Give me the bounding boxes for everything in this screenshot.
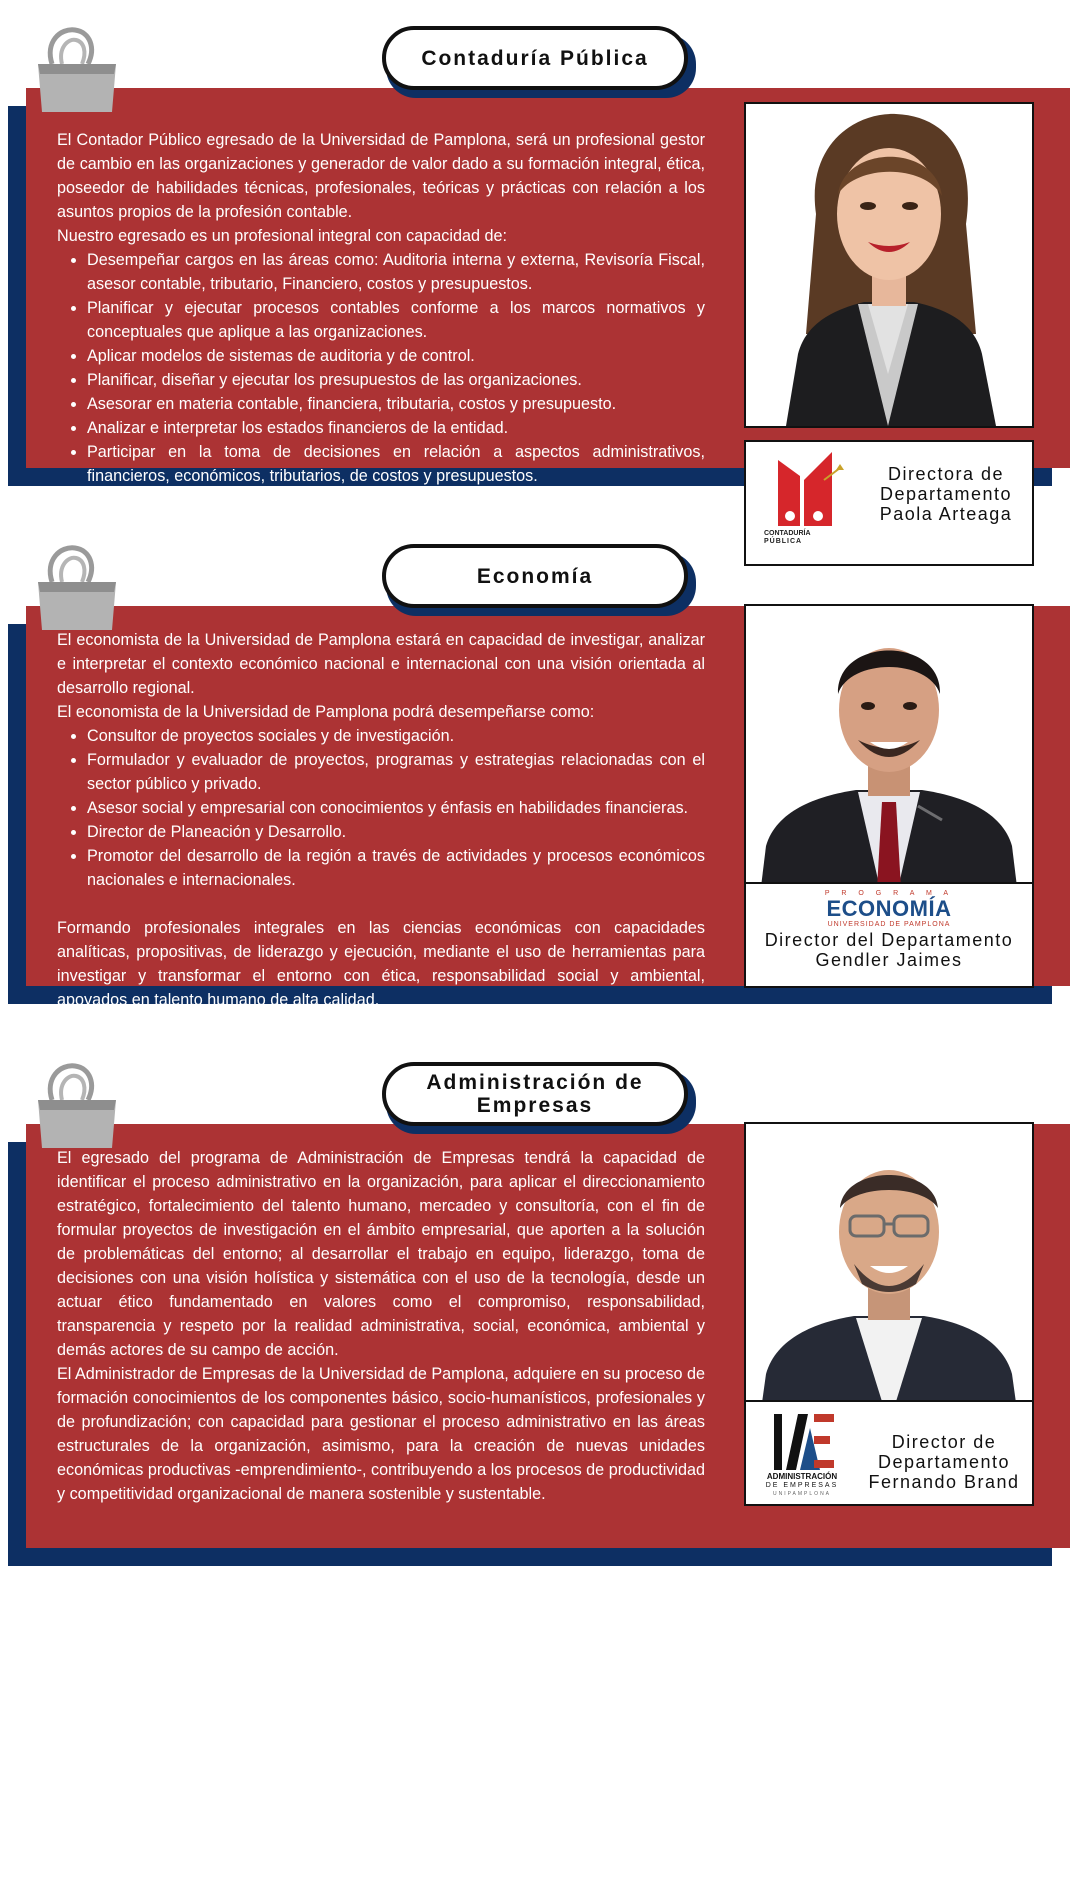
director-photo bbox=[744, 102, 1034, 428]
binder-clip-icon bbox=[30, 1056, 130, 1156]
director-name: Directora de Departamento Paola Arteaga bbox=[879, 464, 1013, 524]
logo-line: PÚBLICA bbox=[764, 538, 803, 545]
section-title: Contaduría Pública bbox=[382, 26, 688, 90]
man-glasses-portrait-icon bbox=[746, 1124, 1032, 1446]
paragraph: El Administrador de Empresas de la Universidad de Pamplona, adquiere en su proceso de formación conocimientos de los componentes básico, socio-humanísticos, profesionales y de profundización; con capacidad para gestionar el proceso administrativo en las áreas estructurales de la organización, asimismo, para la creación de nuevas unidades económicas productivas -emprendimiento-, contribuyendo a los procesos de productividad y competitividad organizacional de manera sostenible y sustentable. bbox=[57, 1365, 705, 1503]
director-card bbox=[744, 1400, 1034, 1506]
list-item: • Formulador y evaluador de proyectos, programas y estrategias relacionadas con el sector público y privado. bbox=[87, 748, 705, 796]
list-item: • Asesor social y empresarial con conocimientos y énfasis en habilidades financieras. bbox=[87, 796, 705, 820]
list-item: • Planificar, diseñar y ejecutar los presupuestos de las organizaciones. bbox=[87, 368, 705, 392]
list-item: • Planificar y ejecutar procesos contables conforme a los marcos normativos y conceptuales que aplique a las organizaciones. bbox=[87, 296, 705, 344]
binder-clip-icon bbox=[30, 538, 130, 638]
section-text bbox=[57, 628, 705, 1012]
bullet-list bbox=[57, 724, 705, 892]
list-item: • Analizar e interpretar los estados financieros de la entidad. bbox=[87, 416, 705, 440]
section-contaduria bbox=[0, 0, 1080, 580]
logo-line: DE EMPRESAS bbox=[765, 1482, 839, 1489]
list-item: • Promotor del desarrollo de la región a través de actividades y procesos económicos nacionales e internacionales. bbox=[87, 844, 705, 892]
list-item: • Consultor de proyectos sociales y de investigación. bbox=[87, 724, 705, 748]
paragraph: El economista de la Universidad de Pamplona podrá desempeñarse como: bbox=[57, 703, 595, 721]
list-item: • Director de Planeación y Desarrollo. bbox=[87, 820, 705, 844]
paragraph: Formando profesionales integrales en las ciencias económicas con capacidades analíticas, propositivas, de liderazgo y ejecución, mediante el uso de herramientas para investigar y transformar el entorno con ética, responsabilidad social y ambiental, apoyados en talento humano de alta calidad. bbox=[57, 919, 705, 1009]
logo-text bbox=[754, 1472, 850, 1499]
paragraph: El Contador Público egresado de la Universidad de Pamplona, será un profesional gestor de cambio en las organizaciones y generador de valor dado a su formación integral, ética, poseedor de habilidades técnicas, profesionales, teóricas y prácticas con relación a los asuntos propios de la profesión contable. bbox=[57, 131, 705, 221]
section-title: Administración de Empresas bbox=[382, 1062, 688, 1126]
list-item: • Participar en la toma de decisiones en relación a aspectos administrativos, financieros, económicos, tributarios, de costos y presupuestos. bbox=[87, 440, 705, 488]
logo-main-text: ECONOMÍA bbox=[826, 896, 952, 921]
logo-sub-text: UNIVERSIDAD DE PAMPLONA bbox=[827, 921, 951, 928]
woman-portrait-icon bbox=[746, 104, 1032, 426]
section-economia bbox=[0, 518, 1080, 1098]
list-item: • Desempeñar cargos en las áreas como: Auditoria interna y externa, Revisoría Fiscal, asesor contable, tributario, Financiero, costos y presupuestos. bbox=[87, 248, 705, 296]
section-administracion bbox=[0, 1036, 1080, 1836]
logo-line: UNIPAMPLONA bbox=[772, 1491, 832, 1497]
man-portrait-icon bbox=[746, 606, 1032, 928]
section-title: Economía bbox=[382, 544, 688, 608]
bullet-list bbox=[57, 248, 705, 536]
director-name: Director de Departamento Fernando Brand bbox=[868, 1432, 1020, 1492]
list-item: • Aplicar modelos de sistemas de auditoria y de control. bbox=[87, 344, 705, 368]
director-card bbox=[744, 882, 1034, 988]
list-item: • Asesorar en materia contable, financiera, tributaria, costos y presupuesto. bbox=[87, 392, 705, 416]
director-name: Director del Departamento Gendler Jaimes bbox=[764, 930, 1014, 970]
logo-line: CONTADURÍA bbox=[764, 530, 811, 537]
administracion-logo-icon bbox=[754, 1408, 850, 1474]
binder-clip-icon bbox=[30, 20, 130, 120]
list-item: • Actuar de conformidad con valores éticos en el desarrollo de sus actividades. bbox=[87, 512, 705, 536]
logo-top-text: P R O G R A M A bbox=[824, 890, 954, 897]
paragraph: El economista de la Universidad de Pamplona estará en capacidad de investigar, analizar e interpretar el contexto económico nacional e internacional con una visión orientada al desarrollo regional. bbox=[57, 631, 705, 697]
administracion-logo bbox=[754, 1408, 850, 1502]
logo-line: ADMINISTRACIÓN bbox=[766, 1472, 838, 1481]
section-text bbox=[57, 128, 705, 536]
list-item: • Promover el desarrollo social y el de la profesión. bbox=[87, 488, 705, 512]
economia-logo bbox=[746, 890, 1032, 929]
paragraph: El egresado del programa de Administración de Empresas tendrá la capacidad de identificar el proceso administrativo en la organización, para aplicar el direccionamiento estratégico, fortalecimiento del talento humano, mercadeo y consultoría, con el fin de formular proyectos de investigación en el ámbito empresarial, que aporten a la solución de problemáticas del entorno; al desarrollar el trabajo en equipo, liderazgo, toma de decisiones con una visión holística y sistemática con el uso de la tecnología, desde un actuar ético fundamentado en valores como el compromiso, responsabilidad, transparencia y respeto por la realidad administrativa, social, económica, ambiental y demás actores de su campo de acción. bbox=[57, 1149, 705, 1359]
section-text bbox=[57, 1146, 705, 1506]
paragraph: Nuestro egresado es un profesional integral con capacidad de: bbox=[57, 227, 507, 245]
